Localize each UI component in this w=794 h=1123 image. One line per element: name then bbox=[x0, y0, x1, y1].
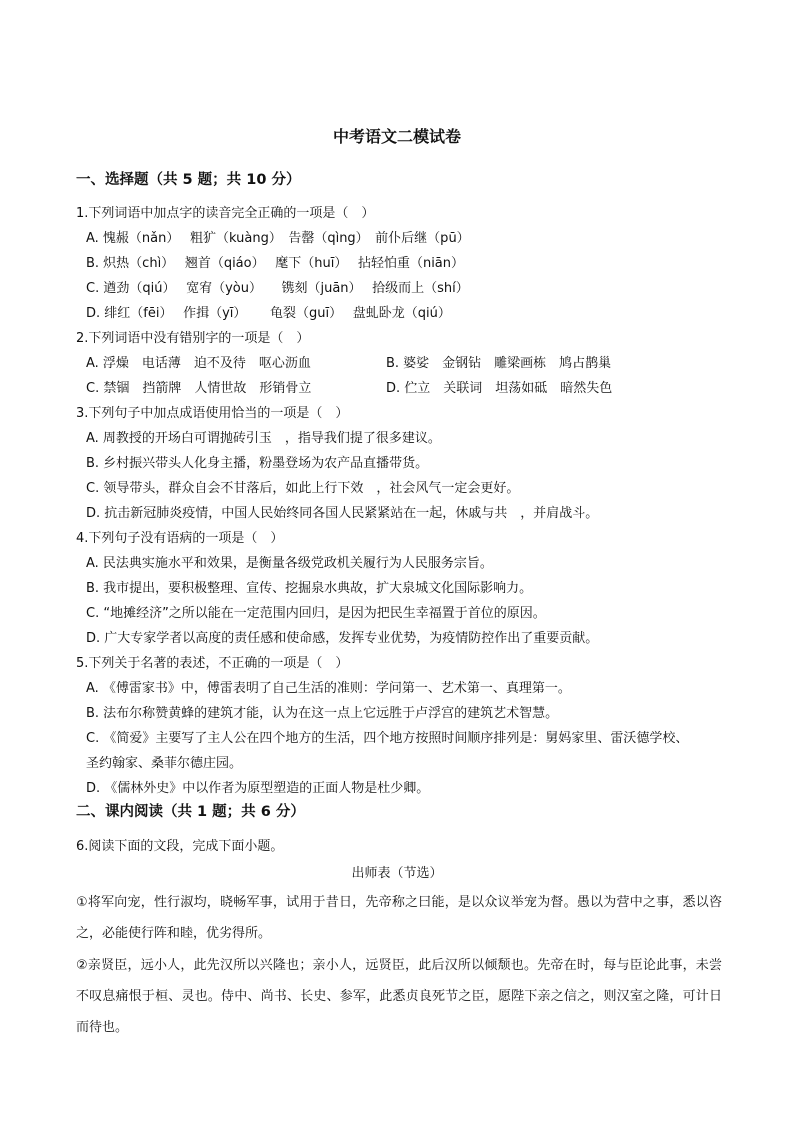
q3-stem: 3.下列句子中加点成语使用恰当的一项是（ ） bbox=[76, 406, 349, 421]
passage-paragraph-1: ①将军向宠，性行淑均，晓畅军事，试用于昔日，先帝称之曰能，是以众议举宠为督。愚以为营中之事，悉以咨之，必能使行阵和睦，优劣得所。 bbox=[76, 895, 722, 941]
q4-option-c: C. “地摊经济”之所以能在一定范围内回归，是因为把民生幸福置于首位的原因。 bbox=[86, 606, 546, 621]
passage-title: 出师表（节选） bbox=[351, 866, 443, 881]
q2-stem: 2.下列词语中没有错别字的一项是（ ） bbox=[76, 331, 310, 346]
q6-stem: 6.阅读下面的文段，完成下面小题。 bbox=[76, 839, 284, 854]
q2-option-b: B. 婆娑 金钢钻 雕梁画栋 鸠占鹊巢 bbox=[386, 356, 612, 371]
q3-option-a: A. 周教授的开场白可谓抛砖引玉 ，指导我们提了很多建议。 bbox=[86, 431, 441, 446]
q5-option-c: C. 《简爱》主要写了主人公在四个地方的生活，四个地方按照时间顺序排列是：舅妈家里、雷沃德学校、 bbox=[86, 731, 689, 746]
q2-option-a: A. 浮燥 电话薄 迫不及待 呕心沥血 bbox=[86, 356, 311, 371]
q5-option-d: D. 《儒林外史》中以作者为原型塑造的正面人物是杜少卿。 bbox=[86, 781, 430, 796]
section-1-heading: 一、选择题（共 5 题；共 10 分） bbox=[76, 172, 301, 188]
q5-option-b: B. 法布尔称赞黄蜂的建筑才能，认为在这一点上它远胜于卢浮宫的建筑艺术智慧。 bbox=[86, 706, 559, 721]
q4-option-d: D. 广大专家学者以高度的责任感和使命感，发挥专业优势，为疫情防控作出了重要贡献。 bbox=[86, 631, 599, 646]
q1-option-a: A. 愧赧（nǎn） 粗犷（kuàng） 告罄（qìng） 前仆后继（pū） bbox=[86, 231, 470, 246]
passage-paragraph-2: ②亲贤臣，远小人，此先汉所以兴隆也；亲小人，远贤臣，此后汉所以倾颓也。先帝在时，每与臣论此事，未尝不叹息痛恨于桓、灵也。侍中、尚书、长史、参军，此悉贞良死节之臣，愿陛下亲之信之，则汉室之隆，可计日而待也。 bbox=[76, 958, 722, 1035]
q1-option-c: C. 遒劲（qiú） 宽宥（yòu） 镌刻（juān） 拾级而上（shí） bbox=[86, 281, 469, 296]
q5-option-a: A. 《傅雷家书》中，傅雷表明了自己生活的准则：学问第一、艺术第一、真理第一。 bbox=[86, 681, 571, 696]
q5-stem: 5.下列关于名著的表述，不正确的一项是（ ） bbox=[76, 656, 349, 671]
q3-option-d: D. 抗击新冠肺炎疫情，中国人民始终同各国人民紧紧站在一起，休戚与共 ，并肩战斗。 bbox=[86, 506, 599, 521]
q1-option-b: B. 炽热（chì） 翘首（qiáo） 麾下（huī） 拈轻怕重（niān） bbox=[86, 256, 465, 271]
q4-option-a: A. 民法典实施水平和效果，是衡量各级党政机关履行为人民服务宗旨。 bbox=[86, 556, 493, 571]
q2-option-d: D. 伫立 关联词 坦荡如砥 暗然失色 bbox=[386, 381, 613, 396]
q3-option-b: B. 乡村振兴带头人化身主播，粉墨登场为农产品直播带货。 bbox=[86, 456, 429, 471]
q5-option-c-continued: 圣约翰家、桑菲尔德庄园。 bbox=[86, 756, 243, 771]
q3-option-c: C. 领导带头，群众自会不甘落后，如此上行下效 ，社会风气一定会更好。 bbox=[86, 481, 520, 496]
page-title: 中考语文二模试卷 bbox=[332, 127, 461, 146]
q2-option-c: C. 禁锢 挡箭牌 人情世故 形销骨立 bbox=[86, 381, 312, 396]
q4-option-b: B. 我市提出，要积极整理、宣传、挖掘泉水典故，扩大泉城文化国际影响力。 bbox=[86, 581, 533, 596]
q4-stem: 4.下列句子没有语病的一项是（ ） bbox=[76, 531, 284, 546]
q1-stem: 1.下列词语中加点字的读音完全正确的一项是（ ） bbox=[76, 206, 375, 221]
q1-option-d: D. 绯红（fēi） 作揖（yī） 龟裂（guī） 盘虬卧龙（qiú） bbox=[86, 306, 451, 321]
section-2-heading: 二、课内阅读（共 1 题；共 6 分） bbox=[76, 804, 305, 820]
